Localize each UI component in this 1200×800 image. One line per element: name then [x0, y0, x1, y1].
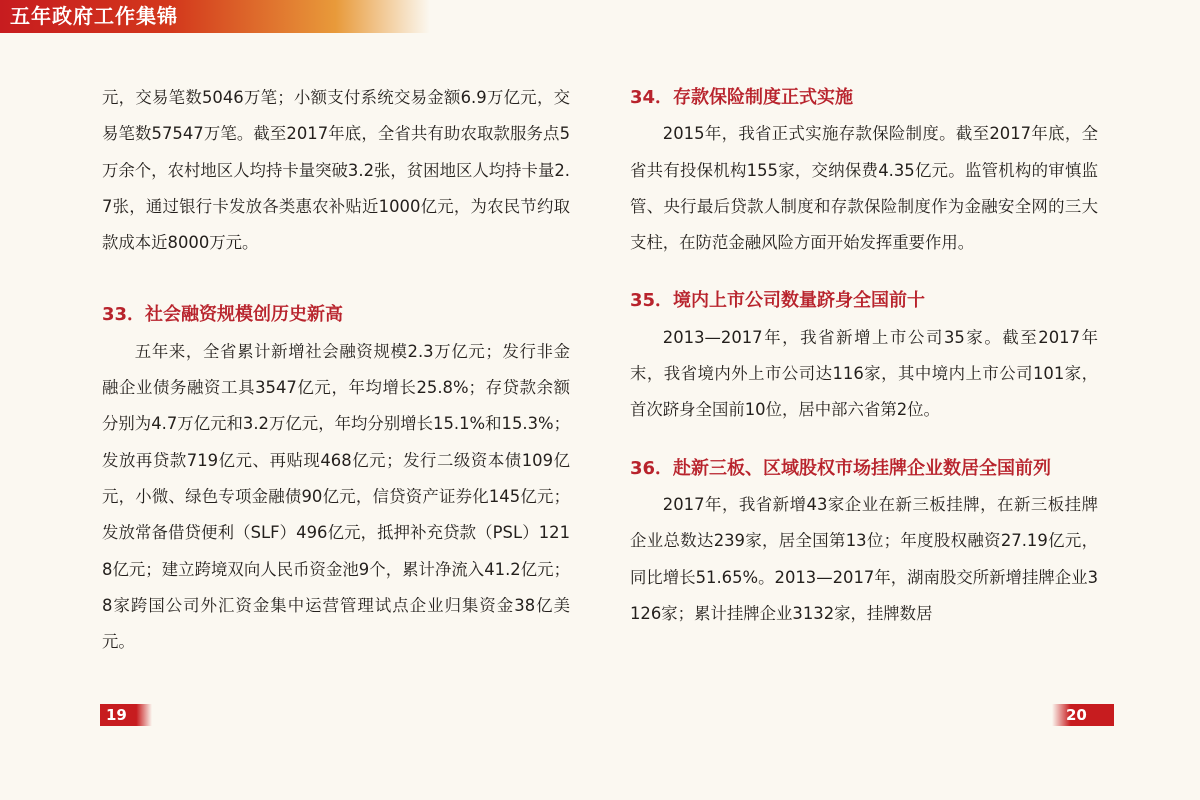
section-body-35: 2013—2017年，我省新增上市公司35家。截至2017年末，我省境内外上市公司达116家，其中境内上市公司101家，首次跻身全国前10位，居中部六省第2位。: [630, 327, 1098, 420]
section-spacer: [630, 261, 1098, 283]
right-page-column: [630, 80, 1098, 632]
continuation-paragraph: 元，交易笔数5046万笔；小额支付系统交易金额6.9万亿元，交易笔数57547万笔。截至2017年底，全省共有助农取款服务点5万余个，农村地区人均持卡量突破3.2张，贫困地区人均持卡量2.7张，通过银行卡发放各类惠农补贴近1000亿元，为农民节约取款成本近8000万元。: [102, 88, 570, 253]
section-spacer: [102, 261, 570, 297]
section-body-34: 2015年，我省正式实施存款保险制度。截至2017年底，全省共有投保机构155家，交纳保费4.35亿元。监管机构的审慎监管、央行最后贷款人制度和存款保险制度作为金融安全网的三大支柱，在防范金融风险方面开始发挥重要作用。: [630, 124, 1098, 253]
header-banner: [0, 0, 430, 33]
section-heading-36: 36．赴新三板、区域股权市场挂牌企业数居全国前列: [630, 457, 1052, 479]
page-number-right: 20: [1052, 704, 1114, 726]
section-body-36: 2017年，我省新增43家企业在新三板挂牌，在新三板挂牌企业总数达239家，居全国第13位；年度股权融资27.19亿元，同比增长51.65%。2013—2017年，湖南股交所新增挂牌企业3126家；累计挂牌企业3132家，挂牌数居: [630, 494, 1098, 623]
section-body-33: 五年来，全省累计新增社会融资规模2.3万亿元；发行非金融企业债务融资工具3547亿元，年均增长25.8%；存贷款余额分别为4.7万亿元和3.2万亿元，年均分别增长15.1%和15.3%；发放再贷款719亿元、再贴现468亿元；发行二级资本债109亿元，小微、绿色专项金融债90亿元，信贷资产证券化145亿元；发放常备借贷便利（SLF）496亿元，抵押补充贷款（PSL）1218亿元；建立跨境双向人民币资金池9个，累计净流入41.2亿元；8家跨国公司外汇资金集中运营管理试点企业归集资金38亿美元。: [102, 341, 570, 652]
section-heading-35: 35．境内上市公司数量跻身全国前十: [630, 290, 926, 312]
document-title: 五年政府工作集锦: [10, 4, 178, 28]
page-number-left: 19: [100, 704, 152, 726]
section-heading-33: 33．社会融资规模创历史新高: [102, 304, 344, 326]
section-spacer: [630, 429, 1098, 451]
section-heading-34: 34．存款保险制度正式实施: [630, 87, 854, 108]
left-page-column: [102, 80, 570, 660]
